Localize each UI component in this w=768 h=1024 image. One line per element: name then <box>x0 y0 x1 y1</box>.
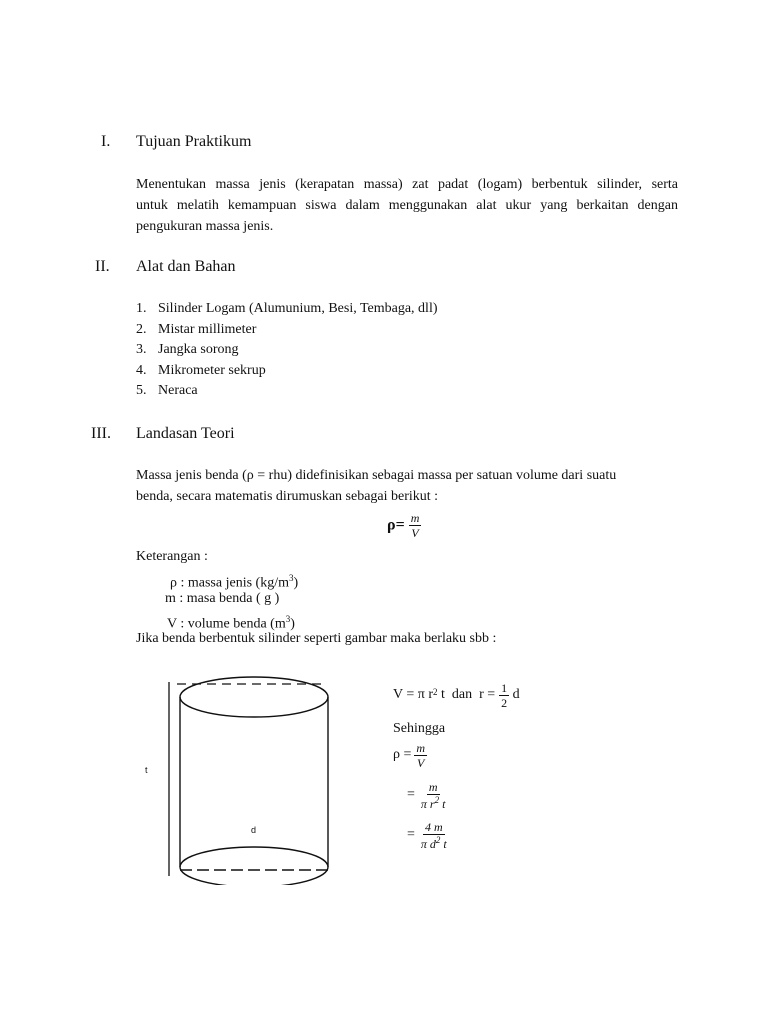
rho-equation-2: = $\frac{m}{\pi r^2 t}$ <box>407 780 446 811</box>
list-item: 2. Mistar millimeter <box>136 321 257 337</box>
section-title: Tujuan Praktikum <box>136 133 252 150</box>
section-title: Alat dan Bahan <box>136 258 236 275</box>
tujuan-line: Menentukan massa jenis (kerapatan massa) zat padat (logam) berbentuk silinder, serta <box>136 177 678 192</box>
tujuan-line: untuk melatih kemampuan siswa dalam menggunakan alat ukur yang berkaitan dengan <box>136 198 678 213</box>
keterangan-v: V : volume benda $(m^3)$ <box>167 614 295 632</box>
section-number: I. <box>101 133 111 150</box>
keterangan-m: m : masa benda ( g ) <box>165 591 280 606</box>
sehingga-text: Sehingga <box>393 721 446 736</box>
jika-text: Jika benda berbentuk silinder seperti gambar maka berlaku sbb : <box>136 631 497 646</box>
section-number: III. <box>91 425 111 442</box>
alat-list <box>136 299 438 402</box>
rho-equation-3: = $\frac{4 m}{\pi d^2 t}$ <box>407 820 447 851</box>
list-item: 5. Neraca <box>136 383 198 398</box>
keterangan-label: Keterangan : <box>136 549 208 564</box>
section-number: II. <box>95 258 110 275</box>
cylinder-bottom <box>180 847 328 885</box>
label-t: t <box>145 765 148 775</box>
keterangan-rho: ρ : massa jenis $(kg/m^3)$ <box>170 573 299 591</box>
volume-equation: V = π r $^2$ t dan r = $\frac{1}{2}$ d <box>393 681 520 710</box>
density-formula: ρ= $\frac{m}{V}$ <box>387 511 420 540</box>
list-item: 3. Jangka sorong <box>136 342 239 357</box>
section-title: Landasan Teori <box>136 425 235 442</box>
teori-paragraph <box>136 466 678 507</box>
cylinder-top <box>180 677 328 717</box>
teori-line: benda, secara matematis dirumuskan sebagai berikut : <box>136 488 439 504</box>
tujuan-paragraph <box>136 174 678 237</box>
teori-line: Massa jenis benda (ρ = rhu) didefinisikan sebagai massa per satuan volume dari suatu <box>136 468 617 483</box>
tujuan-line: pengukuran massa jenis. <box>136 219 274 234</box>
list-item: 4. Mikrometer sekrup <box>136 362 266 378</box>
cylinder-figure <box>140 670 340 885</box>
label-d: d <box>251 825 257 835</box>
list-item: 1. Silinder Logam (Alumunium, Besi, Tembaga, dll) <box>136 301 438 316</box>
rho-equation-1: ρ = $\frac{m}{V}$ <box>393 741 426 770</box>
